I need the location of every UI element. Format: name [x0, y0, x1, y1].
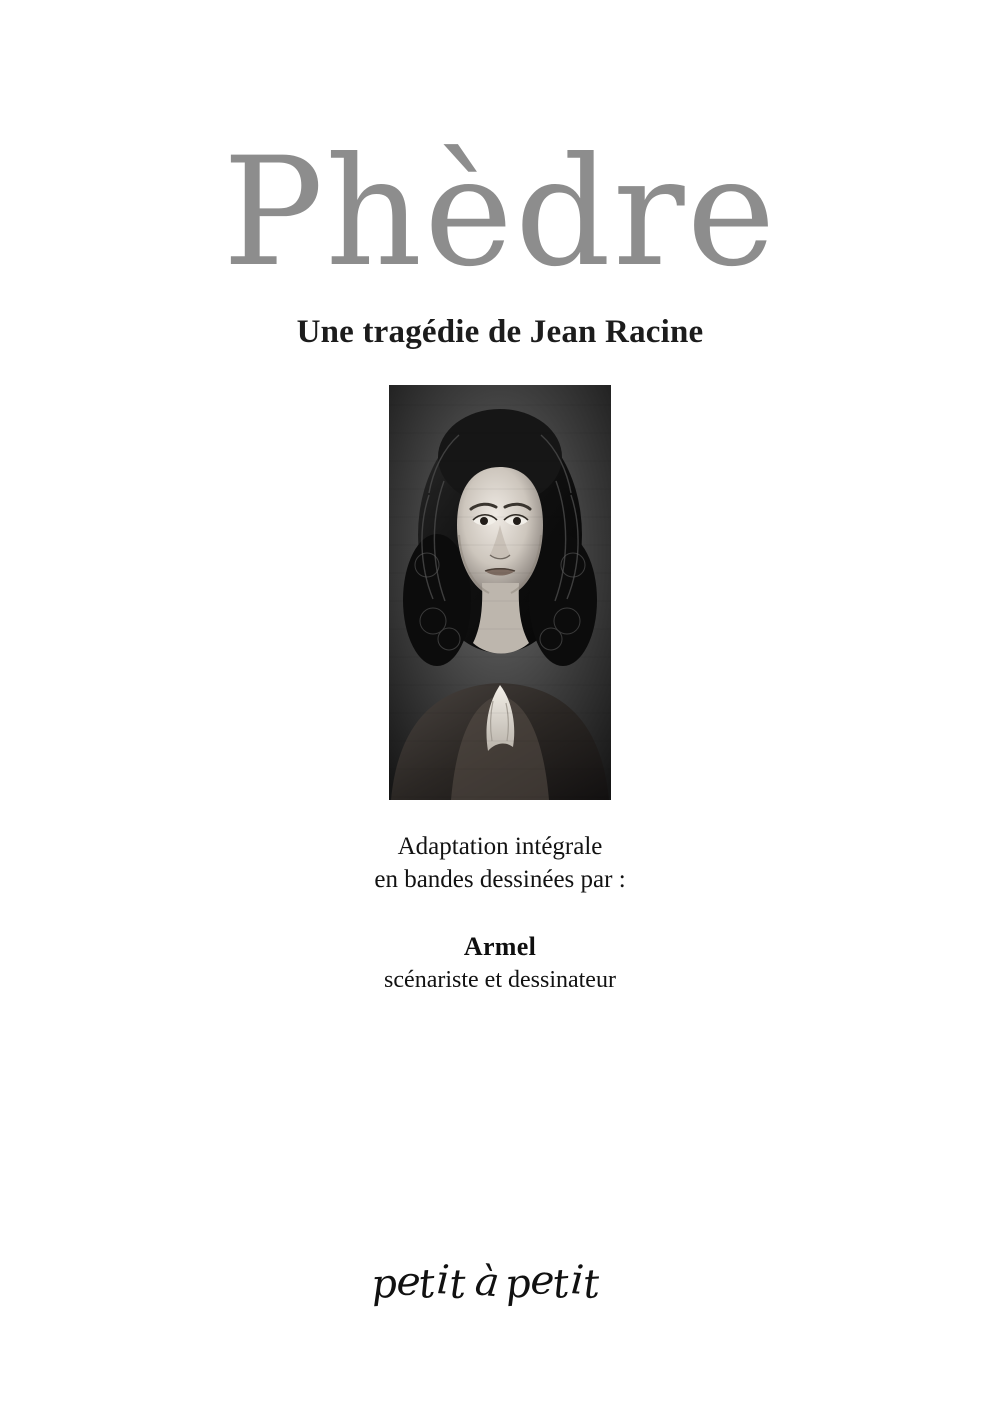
page-title: Phèdre: [222, 126, 778, 300]
page-subtitle: Une tragédie de Jean Racine: [296, 314, 704, 350]
svg-text:t: t: [582, 1261, 601, 1308]
publisher-logo: [0, 1250, 1000, 1325]
author-portrait-image: [389, 385, 611, 800]
credits-text: [374, 830, 625, 896]
credits-line-2: en bandes dessinées par :: [374, 866, 626, 893]
credits-line-1: Adaptation intégrale: [397, 833, 603, 860]
author-name: Armel: [463, 932, 537, 961]
portrait-illustration: [389, 385, 611, 800]
svg-text:t: t: [550, 1260, 571, 1308]
publisher-logo-icon: [370, 1250, 630, 1320]
author-role: scénariste et dessinateur: [384, 967, 616, 993]
svg-text:e: e: [395, 1258, 423, 1306]
svg-text:t: t: [448, 1261, 467, 1308]
svg-text:t: t: [416, 1260, 437, 1308]
svg-text:à: à: [472, 1258, 502, 1307]
svg-text:i: i: [569, 1257, 586, 1304]
svg-text:i: i: [435, 1257, 451, 1304]
svg-text:e: e: [529, 1257, 556, 1305]
author-block: [384, 932, 616, 994]
svg-text:p: p: [503, 1260, 533, 1308]
svg-text:p: p: [370, 1260, 399, 1308]
